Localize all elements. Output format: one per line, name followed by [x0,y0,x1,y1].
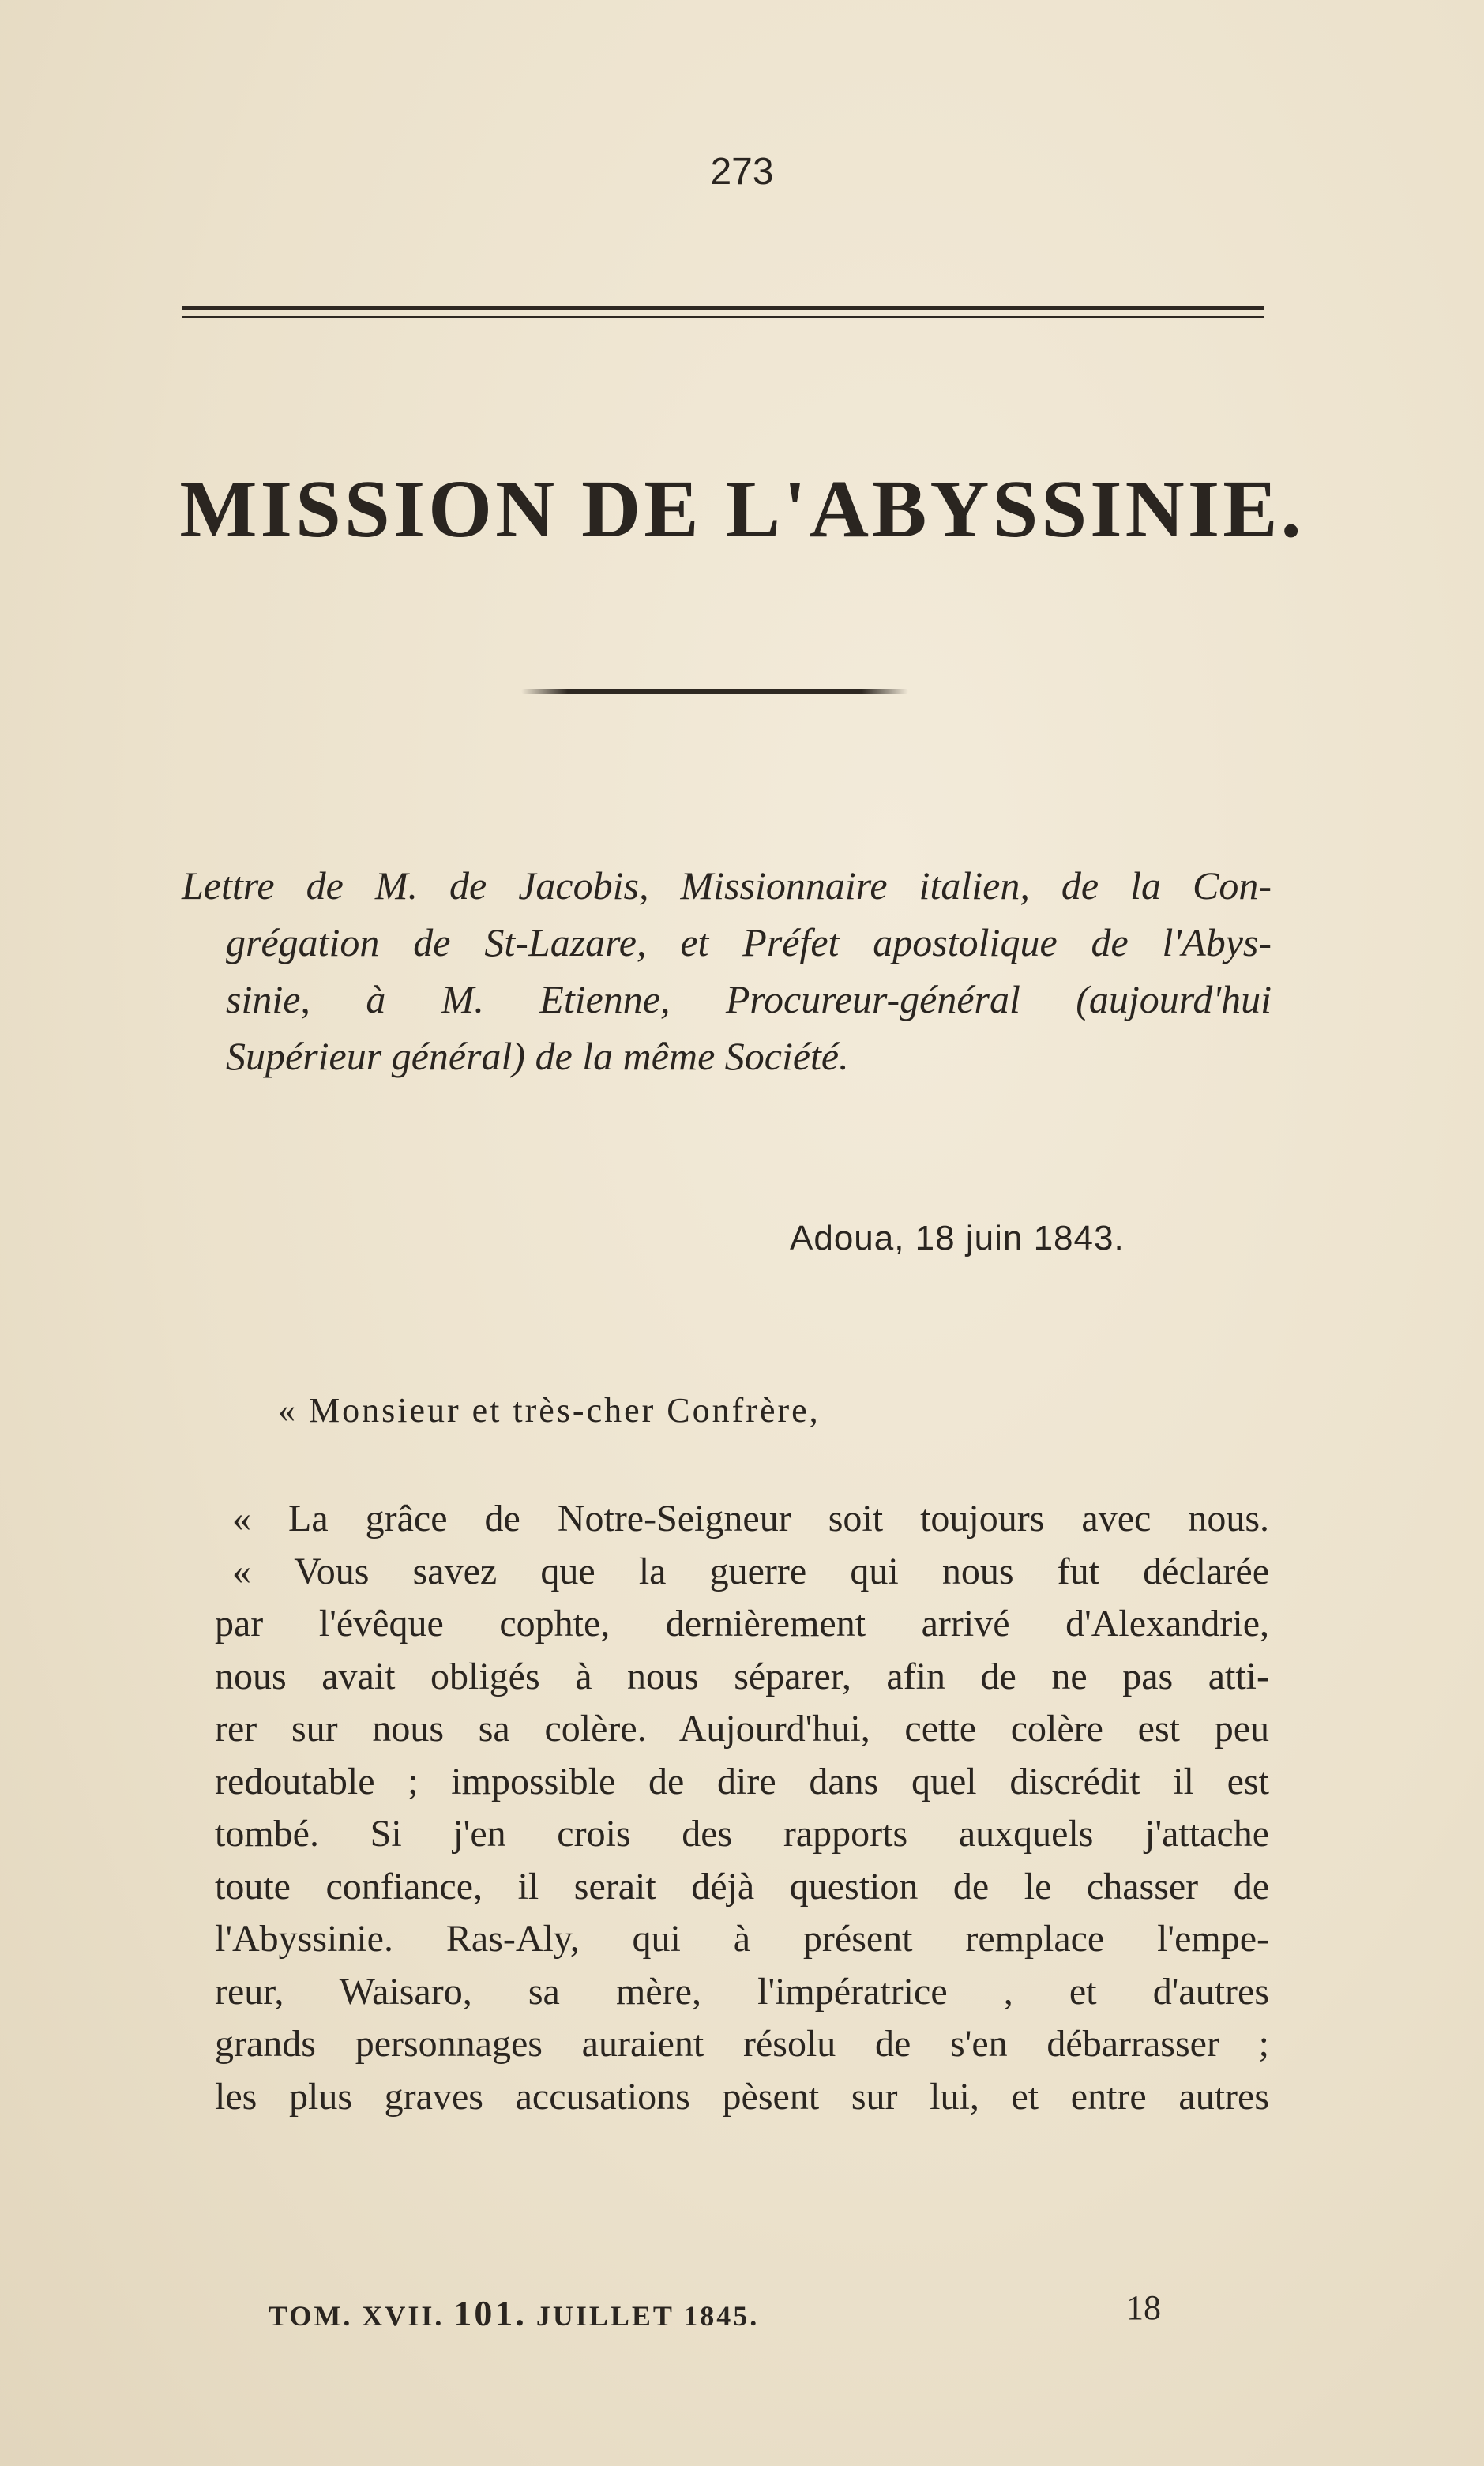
salutation-text: « Monsieur et très-cher Confrère, [278,1391,821,1430]
footer-volume: TOM. XVII. [269,2300,445,2332]
body-line: « La grâce de Notre-Seigneur soit toujours avec nous. [232,1498,1269,1539]
heading-line: Lettre de M. de Jacobis, Missionnaire italien, de la Con- [182,863,1272,908]
body-line: redoutable ; impossible de dire dans quel discrédit il est [215,1760,1269,1803]
letter-body [215,1493,1269,2123]
header-rule [182,306,1264,310]
heading-line: grégation de St-Lazare, et Préfet apostolique de l'Abys- [226,920,1272,964]
page-number: 273 [710,151,774,193]
footer-date: JUILLET 1845. [535,2300,760,2332]
header-rule-thin [182,316,1264,318]
page-footer [269,2288,1161,2334]
body-line: les plus graves accusations pèsent sur lui, et entre autres [215,2075,1269,2118]
body-line: toute confiance, il serait déjà question de le chasser de [215,1865,1269,1908]
body-line: reur, Waisaro, sa mère, l'impératrice , et d'autres [215,1970,1269,2013]
heading-line: Supérieur général) de la même Société. [226,1034,849,1078]
signature-mark: 18 [1126,2288,1161,2327]
page-title: MISSION DE L'ABYSSINIE. [179,464,1305,554]
footer-issue: 101. [453,2293,527,2333]
body-line: « Vous savez que la guerre qui nous fut déclarée [232,1550,1269,1592]
body-line: nous avait obligés à nous séparer, afin de ne pas atti- [215,1655,1269,1697]
letter-heading [182,857,1272,1085]
body-line: par l'évêque cophte, dernièrement arrivé d'Alexandrie, [215,1603,1269,1645]
heading-line: sinie, à M. Etienne, Procureur-général (aujourd'hui [226,977,1272,1021]
dateline: Adoua, 18 juin 1843. [790,1219,1125,1257]
title-divider [521,689,908,694]
body-line: grands personnages auraient résolu de s'en débarrasser ; [215,2023,1269,2065]
body-line: rer sur nous sa colère. Aujourd'hui, cette colère est peu [215,1708,1269,1750]
body-line: l'Abyssinie. Ras-Aly, qui à présent remplace l'empe- [215,1918,1269,1960]
salutation [278,1390,821,1430]
body-line: tombé. Si j'en crois des rapports auxquels j'attache [215,1813,1269,1855]
